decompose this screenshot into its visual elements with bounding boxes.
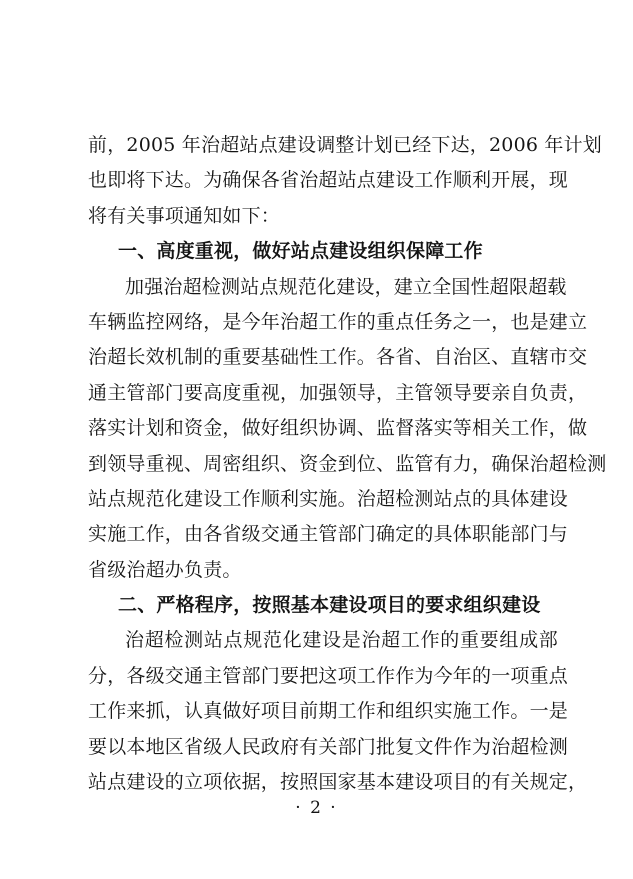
- page-number: · 2 ·: [295, 798, 338, 818]
- body-text: [88, 128, 607, 800]
- text-line: 站点建设的立项依据，按照国家基本建设项目的有关规定，: [88, 771, 588, 794]
- text-line: 要以本地区省级人民政府有关部门批复文件作为治超检测: [88, 735, 569, 758]
- text-line: 前，2005 年治超站点建设调整计划已经下达，2006 年计划: [88, 134, 602, 156]
- text-line: 省级治超办负责。: [88, 558, 242, 581]
- text-line: 通主管部门要高度重视，加强领导，主管领导要亲自负责，: [88, 381, 588, 404]
- text-line: 落实计划和资金，做好组织协调、监督落实等相关工作，做: [88, 417, 588, 440]
- text-line: 治超检测站点规范化建设是治超工作的重要组成部: [125, 629, 558, 652]
- text-line: 加强治超检测站点规范化建设，建立全国性超限超载: [125, 275, 567, 298]
- text-line: 工作来抓，认真做好项目前期工作和组织实施工作。一是: [88, 700, 569, 723]
- text-line: 分，各级交通主管部门要把这项工作作为今年的一项重点: [88, 664, 569, 687]
- text-line: 到领导重视、周密组织、资金到位、监管有力，确保治超检测: [88, 452, 607, 475]
- section-heading: 一、高度重视，做好站点建设组织保障工作: [118, 240, 483, 263]
- section-heading: 二、严格程序，按照基本建设项目的要求组织建设: [118, 594, 541, 617]
- text-line: 治超长效机制的重要基础性工作。各省、自治区、直辖市交: [88, 346, 588, 369]
- text-line: 车辆监控网络，是今年治超工作的重点任务之一，也是建立: [88, 310, 588, 333]
- text-line: 也即将下达。为确保各省治超站点建设工作顺利开展，现: [88, 169, 569, 192]
- text-line: 将有关事项通知如下：: [88, 204, 281, 227]
- text-line: 实施工作，由各省级交通主管部门确定的具体职能部门与: [88, 523, 569, 546]
- text-line: 站点规范化建设工作顺利实施。治超检测站点的具体建设: [88, 487, 569, 510]
